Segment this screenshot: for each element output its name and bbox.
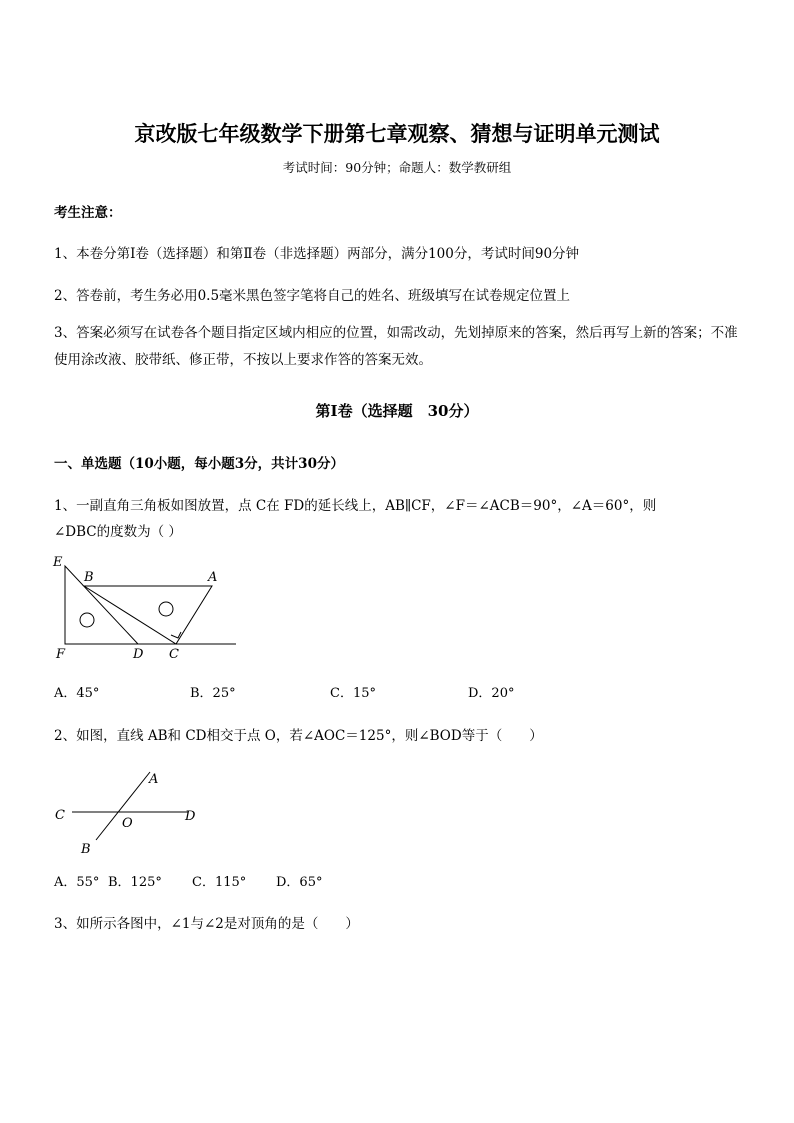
question-2-option-a: A．55°: [54, 875, 100, 890]
right-angle-mark: [171, 632, 181, 638]
question-2-option-c: C．115°: [192, 875, 247, 890]
label-a: A: [208, 570, 218, 585]
label-a: A: [149, 772, 159, 787]
question-2-option-b: B．125°: [108, 875, 162, 890]
label-b: B: [84, 570, 94, 585]
label-d: D: [133, 647, 144, 662]
question-1-stem-line1: 1、一副直角三角板如图放置，点 C在 FD的延长线上，AB∥CF，∠F＝∠ACB＝90°，∠A＝60°，则: [54, 498, 657, 514]
label-f: F: [56, 647, 66, 662]
part-title: 一、单选题（10小题，每小题3分，共计30分）: [54, 456, 344, 472]
question-2-figure: [48, 764, 208, 860]
question-1-option-a: A．45°: [54, 686, 100, 701]
document-title: 京改版七年级数学下册第七章观察、猜想与证明单元测试: [134, 121, 660, 146]
circle-hole: [80, 613, 94, 627]
question-1-option-d: D．20°: [468, 686, 515, 701]
triangle-abc: [84, 586, 212, 644]
label-e: E: [53, 555, 63, 570]
label-d: D: [185, 809, 196, 824]
question-3-stem: 3、如所示各图中，∠1与∠2是对顶角的是（ ）: [54, 916, 359, 932]
question-1-stem-line2: ∠DBC的度数为（ ）: [54, 524, 182, 540]
question-1-option-c: C．15°: [330, 686, 376, 701]
question-1-option-b: B．25°: [190, 686, 236, 701]
document-subtitle: 考试时间：90分钟；命题人：数学教研组: [282, 160, 512, 175]
question-1-figure: [48, 552, 248, 664]
notice-item-1: 1、本卷分第Ⅰ卷（选择题）和第Ⅱ卷（非选择题）两部分，满分100分，考试时间90分钟: [54, 246, 580, 262]
section-title: 第Ⅰ卷（选择题 30分）: [315, 402, 479, 420]
label-c: C: [169, 647, 179, 662]
triangle-efd: [65, 566, 138, 644]
label-c: C: [55, 808, 65, 823]
circle-hole: [159, 602, 173, 616]
notice-heading: 考生注意：: [54, 205, 122, 221]
notice-item-3: 3、答案必须写在试卷各个题目指定区域内相应的位置，如需改动，先划掉原来的答案，然后再写上新的答案；不准使用涂改液、胶带纸、修正带，不按以上要求作答的答案无效。: [54, 325, 738, 368]
label-b: B: [81, 842, 91, 857]
question-2-option-d: D．65°: [276, 875, 323, 890]
label-o: O: [122, 816, 133, 831]
notice-item-2: 2、答卷前，考生务必用0.5毫米黑色签字笔将自己的姓名、班级填写在试卷规定位置上: [54, 288, 571, 304]
question-2-stem: 2、如图，直线 AB和 CD相交于点 O，若∠AOC＝125°，则∠BOD等于（ ）: [54, 728, 543, 744]
